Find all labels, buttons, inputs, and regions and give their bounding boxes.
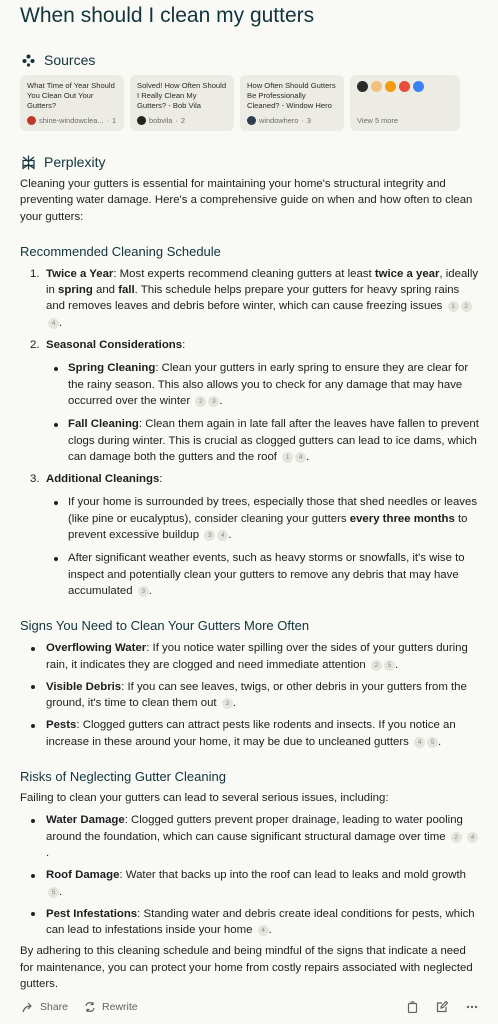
citation-badge[interactable]: 3 (204, 530, 215, 541)
perplexity-logo-icon (20, 154, 36, 170)
citation-badge[interactable]: 1 (448, 301, 459, 312)
citation-badge[interactable]: 4 (467, 832, 478, 843)
favicon-icon (27, 116, 36, 125)
citation-badge[interactable]: 2 (461, 301, 472, 312)
source-site: shine-windowclea... (39, 116, 104, 125)
sources-icon (20, 52, 36, 68)
source-site: windowhero (259, 116, 299, 125)
rewrite-label: Rewrite (102, 1001, 138, 1013)
citation-badge[interactable]: 3 (208, 396, 219, 407)
citation-badge[interactable]: 3 (222, 698, 233, 709)
view-more-sources-card[interactable] (350, 75, 460, 131)
favicon-icon (247, 116, 256, 125)
favicon-icon (371, 81, 382, 92)
answer-closing: By adhering to this cleaning schedule and being mindful of the signs that indicate a need for maintenance, you can protect your home from costly repairs associated with neglected gutters. (20, 945, 473, 990)
answer-header (20, 152, 480, 172)
sources-list (20, 75, 480, 131)
share-label: Share (40, 1001, 69, 1013)
sources-header (20, 49, 480, 71)
list-item: 1. Twice a Year: Most experts recommend cleaning gutters at least twice a year, ideally in spring and fall. This schedule helps prepare your gutters for heavy spring rains and removes leaves and debris before winter, which can cause freezing issues 1 2 4 . (30, 267, 479, 329)
list-item: Roof Damage: Water that backs up into the roof can lead to leaks and mold growth 5 . (20, 867, 480, 900)
section-heading: Risks of Neglecting Gutter Cleaning (20, 769, 226, 785)
citation-badge[interactable]: 4 (414, 737, 425, 748)
source-site: bobvila (149, 116, 173, 125)
list-item: Water Damage: Clogged gutters prevent proper drainage, leading to water pooling around the foundation, which can cause significant structural damage over time 2 4. (20, 812, 480, 861)
more-options-icon[interactable] (464, 999, 480, 1015)
answer-intro: Cleaning your gutters is essential for maintaining your home's structural integrity and preventing water damage. Here's a comprehensive guide on when and how often to clean your gutters: (20, 178, 473, 223)
list-item: After significant weather events, such as heavy storms or snowfalls, it's wise to inspect and potentially clean your gutters to remove any debris that may have accumulated 3 . (46, 550, 480, 599)
view-more-label: View 5 more (357, 116, 398, 125)
list-item: Pest Infestations: Standing water and debris create ideal conditions for pests, which can lead to infestations inside your home 4 . (20, 906, 480, 939)
list-item: Visible Debris: If you can see leaves, twigs, or other debris in your gutters from the ground, it's time to clean them out 3 . (20, 679, 480, 712)
favicon-icon (413, 81, 424, 92)
sources-heading: Sources (44, 52, 96, 68)
section-heading: Signs You Need to Clean Your Gutters More Often (20, 618, 310, 634)
citation-badge[interactable]: 3 (138, 586, 149, 597)
citation-badge[interactable]: 4 (295, 452, 306, 463)
more-favicons (357, 81, 453, 92)
edit-icon[interactable] (434, 999, 450, 1015)
source-number: 1 (111, 116, 117, 125)
rewrite-icon (82, 999, 98, 1015)
favicon-icon (357, 81, 368, 92)
query-title: When should I clean my gutters (20, 4, 315, 27)
favicon-icon (399, 81, 410, 92)
citation-badge[interactable]: 2 (371, 660, 382, 671)
citation-badge[interactable]: 5 (427, 737, 438, 748)
source-card[interactable]: What Time of Year Should You Clean Out Your Gutters? shine-windowclea... · 1 (20, 75, 124, 131)
source-card[interactable]: Solved! How Often Should I Really Clean My Gutters? - Bob Vila bobvila · 2 (130, 75, 234, 131)
section-intro: Failing to clean your gutters can lead to several serious issues, including: (20, 792, 389, 805)
source-title: What Time of Year Should You Clean Out Your Gutters? (27, 81, 115, 110)
list-item: Overflowing Water: If you notice water spilling over the sides of your gutters during rain, it indicates they are clogged and need immediate attention 2 5 . (20, 640, 480, 673)
schedule-list (20, 266, 480, 599)
citation-badge[interactable]: 1 (282, 452, 293, 463)
source-title: How Often Should Gutters Be Professionally Cleaned? - Window Hero (247, 81, 336, 110)
favicon-icon (137, 116, 146, 125)
rewrite-button[interactable] (82, 999, 138, 1015)
citation-badge[interactable]: 4 (217, 530, 228, 541)
list-item: If your home is surrounded by trees, especially those that shed needles or leaves (like pine or eucalyptus), consider cleaning your gutters every three months to prevent excessive buildup 3 4 . (46, 494, 480, 543)
citation-badge[interactable]: 2 (451, 832, 462, 843)
citation-badge[interactable]: 2 (195, 396, 206, 407)
list-item: 3. Additional Cleanings: If your home is surrounded by trees, especially those that shed needles or leaves (like pine or eucalyptus), consider cleaning your gutters every three months to prevent excessive buildup 3 4 . After significant weather events, such as heavy storms or snowfalls, it's wise to inspect and potentially clean your gutters to remove any debris that may have accumulated 3 . (20, 471, 480, 599)
share-button[interactable] (20, 999, 68, 1015)
source-title: Solved! How Often Should I Really Clean My Gutters? - Bob Vila (137, 81, 227, 110)
citation-badge[interactable]: 4 (258, 925, 269, 936)
citation-badge[interactable]: 5 (48, 887, 59, 898)
citation-badge[interactable]: 5 (384, 660, 395, 671)
risks-list (20, 812, 480, 938)
section-heading: Recommended Cleaning Schedule (20, 243, 221, 259)
copy-icon[interactable] (404, 999, 420, 1015)
source-card[interactable]: How Often Should Gutters Be Professionally Cleaned? - Window Hero windowhero · 3 (240, 75, 344, 131)
answer-heading: Perplexity (44, 154, 106, 170)
favicon-icon (385, 81, 396, 92)
source-number: 3 (306, 116, 312, 125)
list-item: 2. Seasonal Considerations: Spring Cleaning: Clean your gutters in early spring to ensure they are clear for the rainy season. This also allows you to check for any damage that may have occurred over the winter 2 3 . Fall Cleaning: Clean them again in late fall after the leaves have fallen to prevent clogs during winter. This is crucial as clogged gutters can lead to ice dams, which can damage both the gutters and the roof 1 4 . (20, 337, 480, 465)
source-number: 2 (180, 116, 186, 125)
list-item: Fall Cleaning: Clean them again in late fall after the leaves have fallen to prevent clogs during winter. This is crucial as clogged gutters can lead to ice dams, which can damage both the gutters and the roof 1 4 . (46, 416, 480, 465)
answer-actions-bar (20, 996, 480, 1018)
share-icon (20, 999, 36, 1015)
list-item: Pests: Clogged gutters can attract pests like rodents and insects. If you notice an increase in these around your home, it may be due to uncleaned gutters 4 5 . (20, 717, 480, 750)
list-item: Spring Cleaning: Clean your gutters in early spring to ensure they are clear for the rainy season. This also allows you to check for any damage that may have occurred over the winter 2 3 . (46, 360, 480, 409)
citation-badge[interactable]: 4 (48, 318, 59, 329)
signs-list (20, 640, 480, 750)
